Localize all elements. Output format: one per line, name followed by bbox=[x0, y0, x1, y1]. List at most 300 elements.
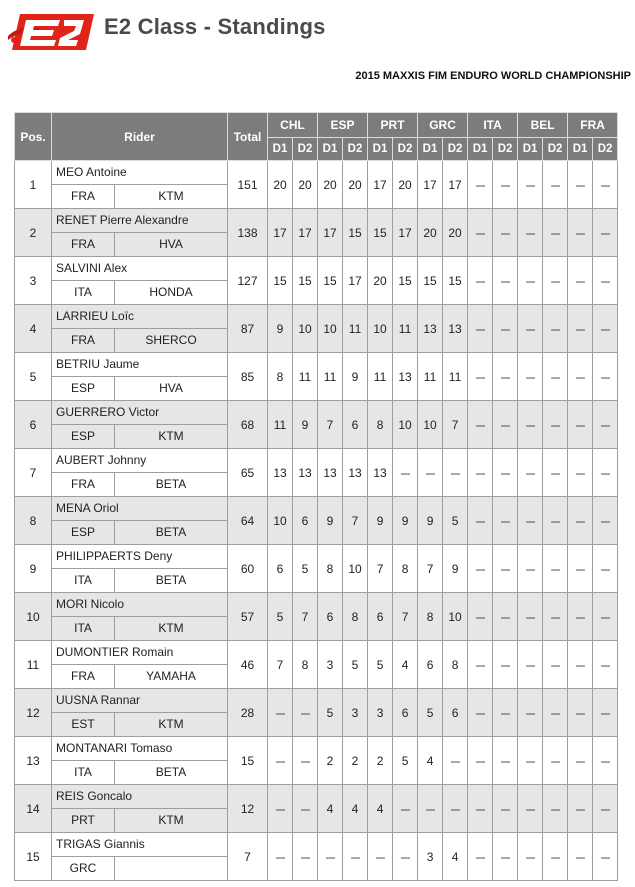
score-cell: --- bbox=[593, 305, 618, 353]
header-row-events bbox=[15, 113, 618, 138]
rider-cell bbox=[52, 497, 228, 545]
score-cell: 15 bbox=[293, 257, 318, 305]
position-cell: 14 bbox=[15, 785, 52, 833]
score-cell: 7 bbox=[318, 401, 343, 449]
rider-name: AUBERT Johnny bbox=[52, 449, 227, 473]
position-cell: 13 bbox=[15, 737, 52, 785]
score-cell: 20 bbox=[443, 209, 468, 257]
total-cell: 46 bbox=[228, 641, 268, 689]
rider-name: LARRIEU Loïc bbox=[52, 305, 227, 329]
score-cell: 13 bbox=[368, 449, 393, 497]
table-row bbox=[15, 449, 618, 497]
score-cell: --- bbox=[593, 209, 618, 257]
rider-nationality: PRT bbox=[52, 809, 115, 832]
rider-cell bbox=[52, 593, 228, 641]
table-row bbox=[15, 689, 618, 737]
score-cell: 8 bbox=[343, 593, 368, 641]
score-cell: --- bbox=[518, 161, 543, 209]
rider-cell bbox=[52, 737, 228, 785]
score-cell: 10 bbox=[318, 305, 343, 353]
table-row bbox=[15, 641, 618, 689]
score-cell: --- bbox=[518, 497, 543, 545]
score-cell: 6 bbox=[443, 689, 468, 737]
rider-cell bbox=[52, 545, 228, 593]
score-cell: --- bbox=[268, 737, 293, 785]
score-cell: 5 bbox=[393, 737, 418, 785]
total-cell: 15 bbox=[228, 737, 268, 785]
score-cell: --- bbox=[568, 209, 593, 257]
score-cell: --- bbox=[518, 785, 543, 833]
rider-nationality: FRA bbox=[52, 473, 115, 496]
score-cell: 9 bbox=[343, 353, 368, 401]
score-cell: 8 bbox=[443, 641, 468, 689]
header-day: D2 bbox=[493, 138, 518, 161]
standings-body bbox=[15, 161, 618, 881]
rider-name: DUMONTIER Romain bbox=[52, 641, 227, 665]
score-cell: 7 bbox=[393, 593, 418, 641]
rider-nationality: EST bbox=[52, 713, 115, 736]
score-cell: 20 bbox=[368, 257, 393, 305]
score-cell: 5 bbox=[293, 545, 318, 593]
score-cell: 15 bbox=[418, 257, 443, 305]
score-cell: --- bbox=[593, 593, 618, 641]
rider-name: PHILIPPAERTS Deny bbox=[52, 545, 227, 569]
score-cell: 4 bbox=[318, 785, 343, 833]
score-cell: --- bbox=[493, 833, 518, 881]
score-cell: --- bbox=[593, 497, 618, 545]
score-cell: 20 bbox=[268, 161, 293, 209]
rider-name: SALVINI Alex bbox=[52, 257, 227, 281]
score-cell: 10 bbox=[343, 545, 368, 593]
position-cell: 3 bbox=[15, 257, 52, 305]
score-cell: --- bbox=[568, 401, 593, 449]
score-cell: --- bbox=[543, 785, 568, 833]
score-cell: 11 bbox=[343, 305, 368, 353]
score-cell: --- bbox=[468, 257, 493, 305]
score-cell: --- bbox=[568, 353, 593, 401]
score-cell: --- bbox=[268, 785, 293, 833]
score-cell: 9 bbox=[293, 401, 318, 449]
score-cell: --- bbox=[468, 305, 493, 353]
score-cell: 5 bbox=[318, 689, 343, 737]
score-cell: 17 bbox=[418, 161, 443, 209]
rider-brand: KTM bbox=[158, 621, 184, 635]
score-cell: --- bbox=[493, 449, 518, 497]
score-cell: --- bbox=[593, 785, 618, 833]
score-cell: 7 bbox=[268, 641, 293, 689]
rider-nationality: ESP bbox=[52, 377, 115, 400]
score-cell: 6 bbox=[418, 641, 443, 689]
header-event: BEL bbox=[518, 113, 568, 138]
score-cell: --- bbox=[468, 449, 493, 497]
score-cell: 10 bbox=[443, 593, 468, 641]
rider-nationality: FRA bbox=[52, 329, 115, 352]
table-row bbox=[15, 305, 618, 353]
score-cell: --- bbox=[568, 833, 593, 881]
total-cell: 138 bbox=[228, 209, 268, 257]
score-cell: 17 bbox=[368, 161, 393, 209]
rider-name: MENA Oriol bbox=[52, 497, 227, 521]
score-cell: --- bbox=[568, 497, 593, 545]
rider-brand: KTM bbox=[158, 813, 184, 827]
page-title: E2 Class - Standings bbox=[104, 14, 326, 39]
rider-cell bbox=[52, 833, 228, 881]
header-day: D2 bbox=[343, 138, 368, 161]
score-cell: 6 bbox=[318, 593, 343, 641]
score-cell: 7 bbox=[418, 545, 443, 593]
score-cell: 7 bbox=[293, 593, 318, 641]
rider-cell bbox=[52, 401, 228, 449]
score-cell: --- bbox=[493, 401, 518, 449]
score-cell: 15 bbox=[268, 257, 293, 305]
score-cell: 4 bbox=[418, 737, 443, 785]
header-event: FRA bbox=[568, 113, 618, 138]
rider-name: MONTANARI Tomaso bbox=[52, 737, 227, 761]
table-row bbox=[15, 497, 618, 545]
total-cell: 151 bbox=[228, 161, 268, 209]
position-cell: 5 bbox=[15, 353, 52, 401]
score-cell: 11 bbox=[393, 305, 418, 353]
score-cell: --- bbox=[543, 449, 568, 497]
rider-name: REIS Goncalo bbox=[52, 785, 227, 809]
score-cell: --- bbox=[468, 689, 493, 737]
score-cell: --- bbox=[493, 353, 518, 401]
score-cell: --- bbox=[393, 449, 418, 497]
score-cell: --- bbox=[593, 737, 618, 785]
score-cell: --- bbox=[493, 689, 518, 737]
score-cell: --- bbox=[418, 785, 443, 833]
score-cell: 5 bbox=[418, 689, 443, 737]
score-cell: --- bbox=[493, 161, 518, 209]
score-cell: --- bbox=[443, 785, 468, 833]
score-cell: 10 bbox=[368, 305, 393, 353]
score-cell: --- bbox=[593, 833, 618, 881]
score-cell: --- bbox=[293, 737, 318, 785]
standings-table-container bbox=[14, 112, 618, 881]
standings-table bbox=[14, 112, 618, 881]
score-cell: --- bbox=[518, 209, 543, 257]
score-cell: --- bbox=[543, 641, 568, 689]
position-cell: 15 bbox=[15, 833, 52, 881]
score-cell: 20 bbox=[393, 161, 418, 209]
score-cell: --- bbox=[543, 593, 568, 641]
score-cell: 6 bbox=[368, 593, 393, 641]
e2-logo bbox=[6, 6, 98, 56]
table-row bbox=[15, 257, 618, 305]
header-day: D2 bbox=[443, 138, 468, 161]
total-cell: 68 bbox=[228, 401, 268, 449]
score-cell: --- bbox=[468, 497, 493, 545]
score-cell: --- bbox=[468, 737, 493, 785]
total-cell: 57 bbox=[228, 593, 268, 641]
total-cell: 28 bbox=[228, 689, 268, 737]
rider-brand: HONDA bbox=[149, 285, 193, 299]
score-cell: 9 bbox=[418, 497, 443, 545]
score-cell: 6 bbox=[393, 689, 418, 737]
table-row bbox=[15, 209, 618, 257]
rider-brand: HVA bbox=[159, 237, 183, 251]
header-pos: Pos. bbox=[15, 113, 52, 161]
score-cell: --- bbox=[493, 209, 518, 257]
score-cell: 13 bbox=[343, 449, 368, 497]
header-event: ESP bbox=[318, 113, 368, 138]
score-cell: --- bbox=[543, 545, 568, 593]
rider-nationality: GRC bbox=[52, 857, 115, 880]
rider-brand: BETA bbox=[155, 477, 187, 491]
score-cell: 3 bbox=[343, 689, 368, 737]
score-cell: 13 bbox=[418, 305, 443, 353]
table-row bbox=[15, 785, 618, 833]
rider-brand: BETA bbox=[155, 573, 187, 587]
page-header bbox=[0, 0, 635, 60]
score-cell: 20 bbox=[418, 209, 443, 257]
score-cell: 5 bbox=[443, 497, 468, 545]
score-cell: --- bbox=[568, 689, 593, 737]
score-cell: 8 bbox=[293, 641, 318, 689]
score-cell: 10 bbox=[268, 497, 293, 545]
score-cell: 5 bbox=[343, 641, 368, 689]
score-cell: 20 bbox=[318, 161, 343, 209]
score-cell: 11 bbox=[368, 353, 393, 401]
score-cell: 17 bbox=[318, 209, 343, 257]
score-cell: --- bbox=[468, 833, 493, 881]
score-cell: --- bbox=[518, 401, 543, 449]
header-total: Total bbox=[228, 113, 268, 161]
score-cell: 15 bbox=[318, 257, 343, 305]
score-cell: --- bbox=[268, 689, 293, 737]
score-cell: --- bbox=[468, 593, 493, 641]
score-cell: --- bbox=[543, 353, 568, 401]
score-cell: 8 bbox=[393, 545, 418, 593]
score-cell: 2 bbox=[343, 737, 368, 785]
rider-cell bbox=[52, 353, 228, 401]
score-cell: --- bbox=[593, 449, 618, 497]
score-cell: --- bbox=[518, 593, 543, 641]
score-cell: 3 bbox=[368, 689, 393, 737]
score-cell: --- bbox=[518, 641, 543, 689]
score-cell: 11 bbox=[268, 401, 293, 449]
rider-nationality: FRA bbox=[52, 665, 115, 688]
score-cell: --- bbox=[293, 689, 318, 737]
rider-brand: SHERCO bbox=[145, 333, 197, 347]
total-cell: 65 bbox=[228, 449, 268, 497]
score-cell: 3 bbox=[318, 641, 343, 689]
score-cell: 4 bbox=[443, 833, 468, 881]
table-row bbox=[15, 545, 618, 593]
position-cell: 1 bbox=[15, 161, 52, 209]
rider-cell bbox=[52, 449, 228, 497]
total-cell: 127 bbox=[228, 257, 268, 305]
table-row bbox=[15, 401, 618, 449]
table-row bbox=[15, 737, 618, 785]
total-cell: 12 bbox=[228, 785, 268, 833]
rider-name: TRIGAS Giannis bbox=[52, 833, 227, 857]
table-row bbox=[15, 593, 618, 641]
score-cell: --- bbox=[468, 161, 493, 209]
score-cell: --- bbox=[568, 257, 593, 305]
table-row bbox=[15, 161, 618, 209]
header-rider: Rider bbox=[52, 113, 228, 161]
score-cell: --- bbox=[493, 305, 518, 353]
score-cell: 20 bbox=[343, 161, 368, 209]
header-day: D1 bbox=[368, 138, 393, 161]
score-cell: --- bbox=[543, 209, 568, 257]
rider-cell bbox=[52, 641, 228, 689]
position-cell: 10 bbox=[15, 593, 52, 641]
score-cell: 9 bbox=[268, 305, 293, 353]
score-cell: 10 bbox=[393, 401, 418, 449]
score-cell: --- bbox=[518, 737, 543, 785]
score-cell: --- bbox=[393, 833, 418, 881]
header-event: PRT bbox=[368, 113, 418, 138]
rider-nationality: ITA bbox=[52, 761, 115, 784]
header-day: D1 bbox=[468, 138, 493, 161]
rider-cell bbox=[52, 161, 228, 209]
rider-nationality: ESP bbox=[52, 425, 115, 448]
score-cell: --- bbox=[468, 401, 493, 449]
score-cell: --- bbox=[318, 833, 343, 881]
score-cell: 6 bbox=[343, 401, 368, 449]
header-day: D1 bbox=[518, 138, 543, 161]
score-cell: 10 bbox=[418, 401, 443, 449]
score-cell: 15 bbox=[443, 257, 468, 305]
score-cell: --- bbox=[468, 641, 493, 689]
table-row bbox=[15, 833, 618, 881]
score-cell: --- bbox=[593, 401, 618, 449]
rider-name: RENET Pierre Alexandre bbox=[52, 209, 227, 233]
rider-cell bbox=[52, 209, 228, 257]
score-cell: --- bbox=[568, 785, 593, 833]
rider-brand: KTM bbox=[158, 189, 184, 203]
score-cell: 11 bbox=[418, 353, 443, 401]
rider-cell bbox=[52, 257, 228, 305]
score-cell: --- bbox=[293, 785, 318, 833]
score-cell: --- bbox=[543, 257, 568, 305]
header-day: D2 bbox=[293, 138, 318, 161]
score-cell: 17 bbox=[393, 209, 418, 257]
rider-nationality: ESP bbox=[52, 521, 115, 544]
score-cell: 17 bbox=[343, 257, 368, 305]
position-cell: 4 bbox=[15, 305, 52, 353]
position-cell: 12 bbox=[15, 689, 52, 737]
score-cell: --- bbox=[593, 257, 618, 305]
score-cell: --- bbox=[543, 737, 568, 785]
score-cell: --- bbox=[293, 833, 318, 881]
score-cell: 8 bbox=[268, 353, 293, 401]
rider-nationality: FRA bbox=[52, 233, 115, 256]
total-cell: 7 bbox=[228, 833, 268, 881]
score-cell: --- bbox=[268, 833, 293, 881]
score-cell: 11 bbox=[293, 353, 318, 401]
score-cell: 2 bbox=[318, 737, 343, 785]
score-cell: --- bbox=[518, 257, 543, 305]
score-cell: 6 bbox=[268, 545, 293, 593]
rider-cell bbox=[52, 689, 228, 737]
score-cell: --- bbox=[568, 545, 593, 593]
score-cell: 8 bbox=[368, 401, 393, 449]
score-cell: 9 bbox=[368, 497, 393, 545]
rider-brand bbox=[115, 857, 227, 880]
header-day: D1 bbox=[418, 138, 443, 161]
rider-brand: HVA bbox=[159, 381, 183, 395]
score-cell: 9 bbox=[443, 545, 468, 593]
total-cell: 87 bbox=[228, 305, 268, 353]
score-cell: 4 bbox=[368, 785, 393, 833]
total-cell: 85 bbox=[228, 353, 268, 401]
score-cell: --- bbox=[443, 737, 468, 785]
position-cell: 9 bbox=[15, 545, 52, 593]
score-cell: --- bbox=[568, 305, 593, 353]
score-cell: --- bbox=[493, 593, 518, 641]
score-cell: 6 bbox=[293, 497, 318, 545]
table-row bbox=[15, 353, 618, 401]
score-cell: 7 bbox=[343, 497, 368, 545]
score-cell: --- bbox=[468, 545, 493, 593]
score-cell: 3 bbox=[418, 833, 443, 881]
score-cell: --- bbox=[518, 833, 543, 881]
rider-name: MORI Nicolo bbox=[52, 593, 227, 617]
position-cell: 2 bbox=[15, 209, 52, 257]
position-cell: 6 bbox=[15, 401, 52, 449]
rider-nationality: ITA bbox=[52, 281, 115, 304]
score-cell: 13 bbox=[443, 305, 468, 353]
header-event: ITA bbox=[468, 113, 518, 138]
score-cell: 7 bbox=[368, 545, 393, 593]
score-cell: --- bbox=[468, 785, 493, 833]
score-cell: 15 bbox=[343, 209, 368, 257]
score-cell: 13 bbox=[293, 449, 318, 497]
score-cell: --- bbox=[568, 449, 593, 497]
score-cell: 8 bbox=[418, 593, 443, 641]
score-cell: 2 bbox=[368, 737, 393, 785]
score-cell: 13 bbox=[318, 449, 343, 497]
score-cell: --- bbox=[518, 305, 543, 353]
score-cell: --- bbox=[568, 737, 593, 785]
score-cell: 7 bbox=[443, 401, 468, 449]
rider-brand: BETA bbox=[155, 765, 187, 779]
score-cell: 20 bbox=[293, 161, 318, 209]
score-cell: --- bbox=[568, 593, 593, 641]
score-cell: 13 bbox=[268, 449, 293, 497]
score-cell: --- bbox=[543, 305, 568, 353]
total-cell: 64 bbox=[228, 497, 268, 545]
score-cell: 13 bbox=[393, 353, 418, 401]
rider-brand: BETA bbox=[155, 525, 187, 539]
rider-brand: KTM bbox=[158, 717, 184, 731]
score-cell: --- bbox=[493, 545, 518, 593]
rider-name: MEO Antoine bbox=[52, 161, 227, 185]
score-cell: 10 bbox=[293, 305, 318, 353]
score-cell: --- bbox=[543, 689, 568, 737]
score-cell: 11 bbox=[443, 353, 468, 401]
position-cell: 11 bbox=[15, 641, 52, 689]
score-cell: --- bbox=[493, 737, 518, 785]
score-cell: --- bbox=[593, 161, 618, 209]
score-cell: 5 bbox=[268, 593, 293, 641]
score-cell: 17 bbox=[443, 161, 468, 209]
score-cell: --- bbox=[468, 353, 493, 401]
header-event: CHL bbox=[268, 113, 318, 138]
score-cell: --- bbox=[443, 449, 468, 497]
score-cell: 5 bbox=[368, 641, 393, 689]
total-cell: 60 bbox=[228, 545, 268, 593]
score-cell: --- bbox=[593, 641, 618, 689]
header-day: D2 bbox=[543, 138, 568, 161]
rider-name: BETRIU Jaume bbox=[52, 353, 227, 377]
position-cell: 8 bbox=[15, 497, 52, 545]
score-cell: --- bbox=[493, 497, 518, 545]
header-day: D2 bbox=[593, 138, 618, 161]
